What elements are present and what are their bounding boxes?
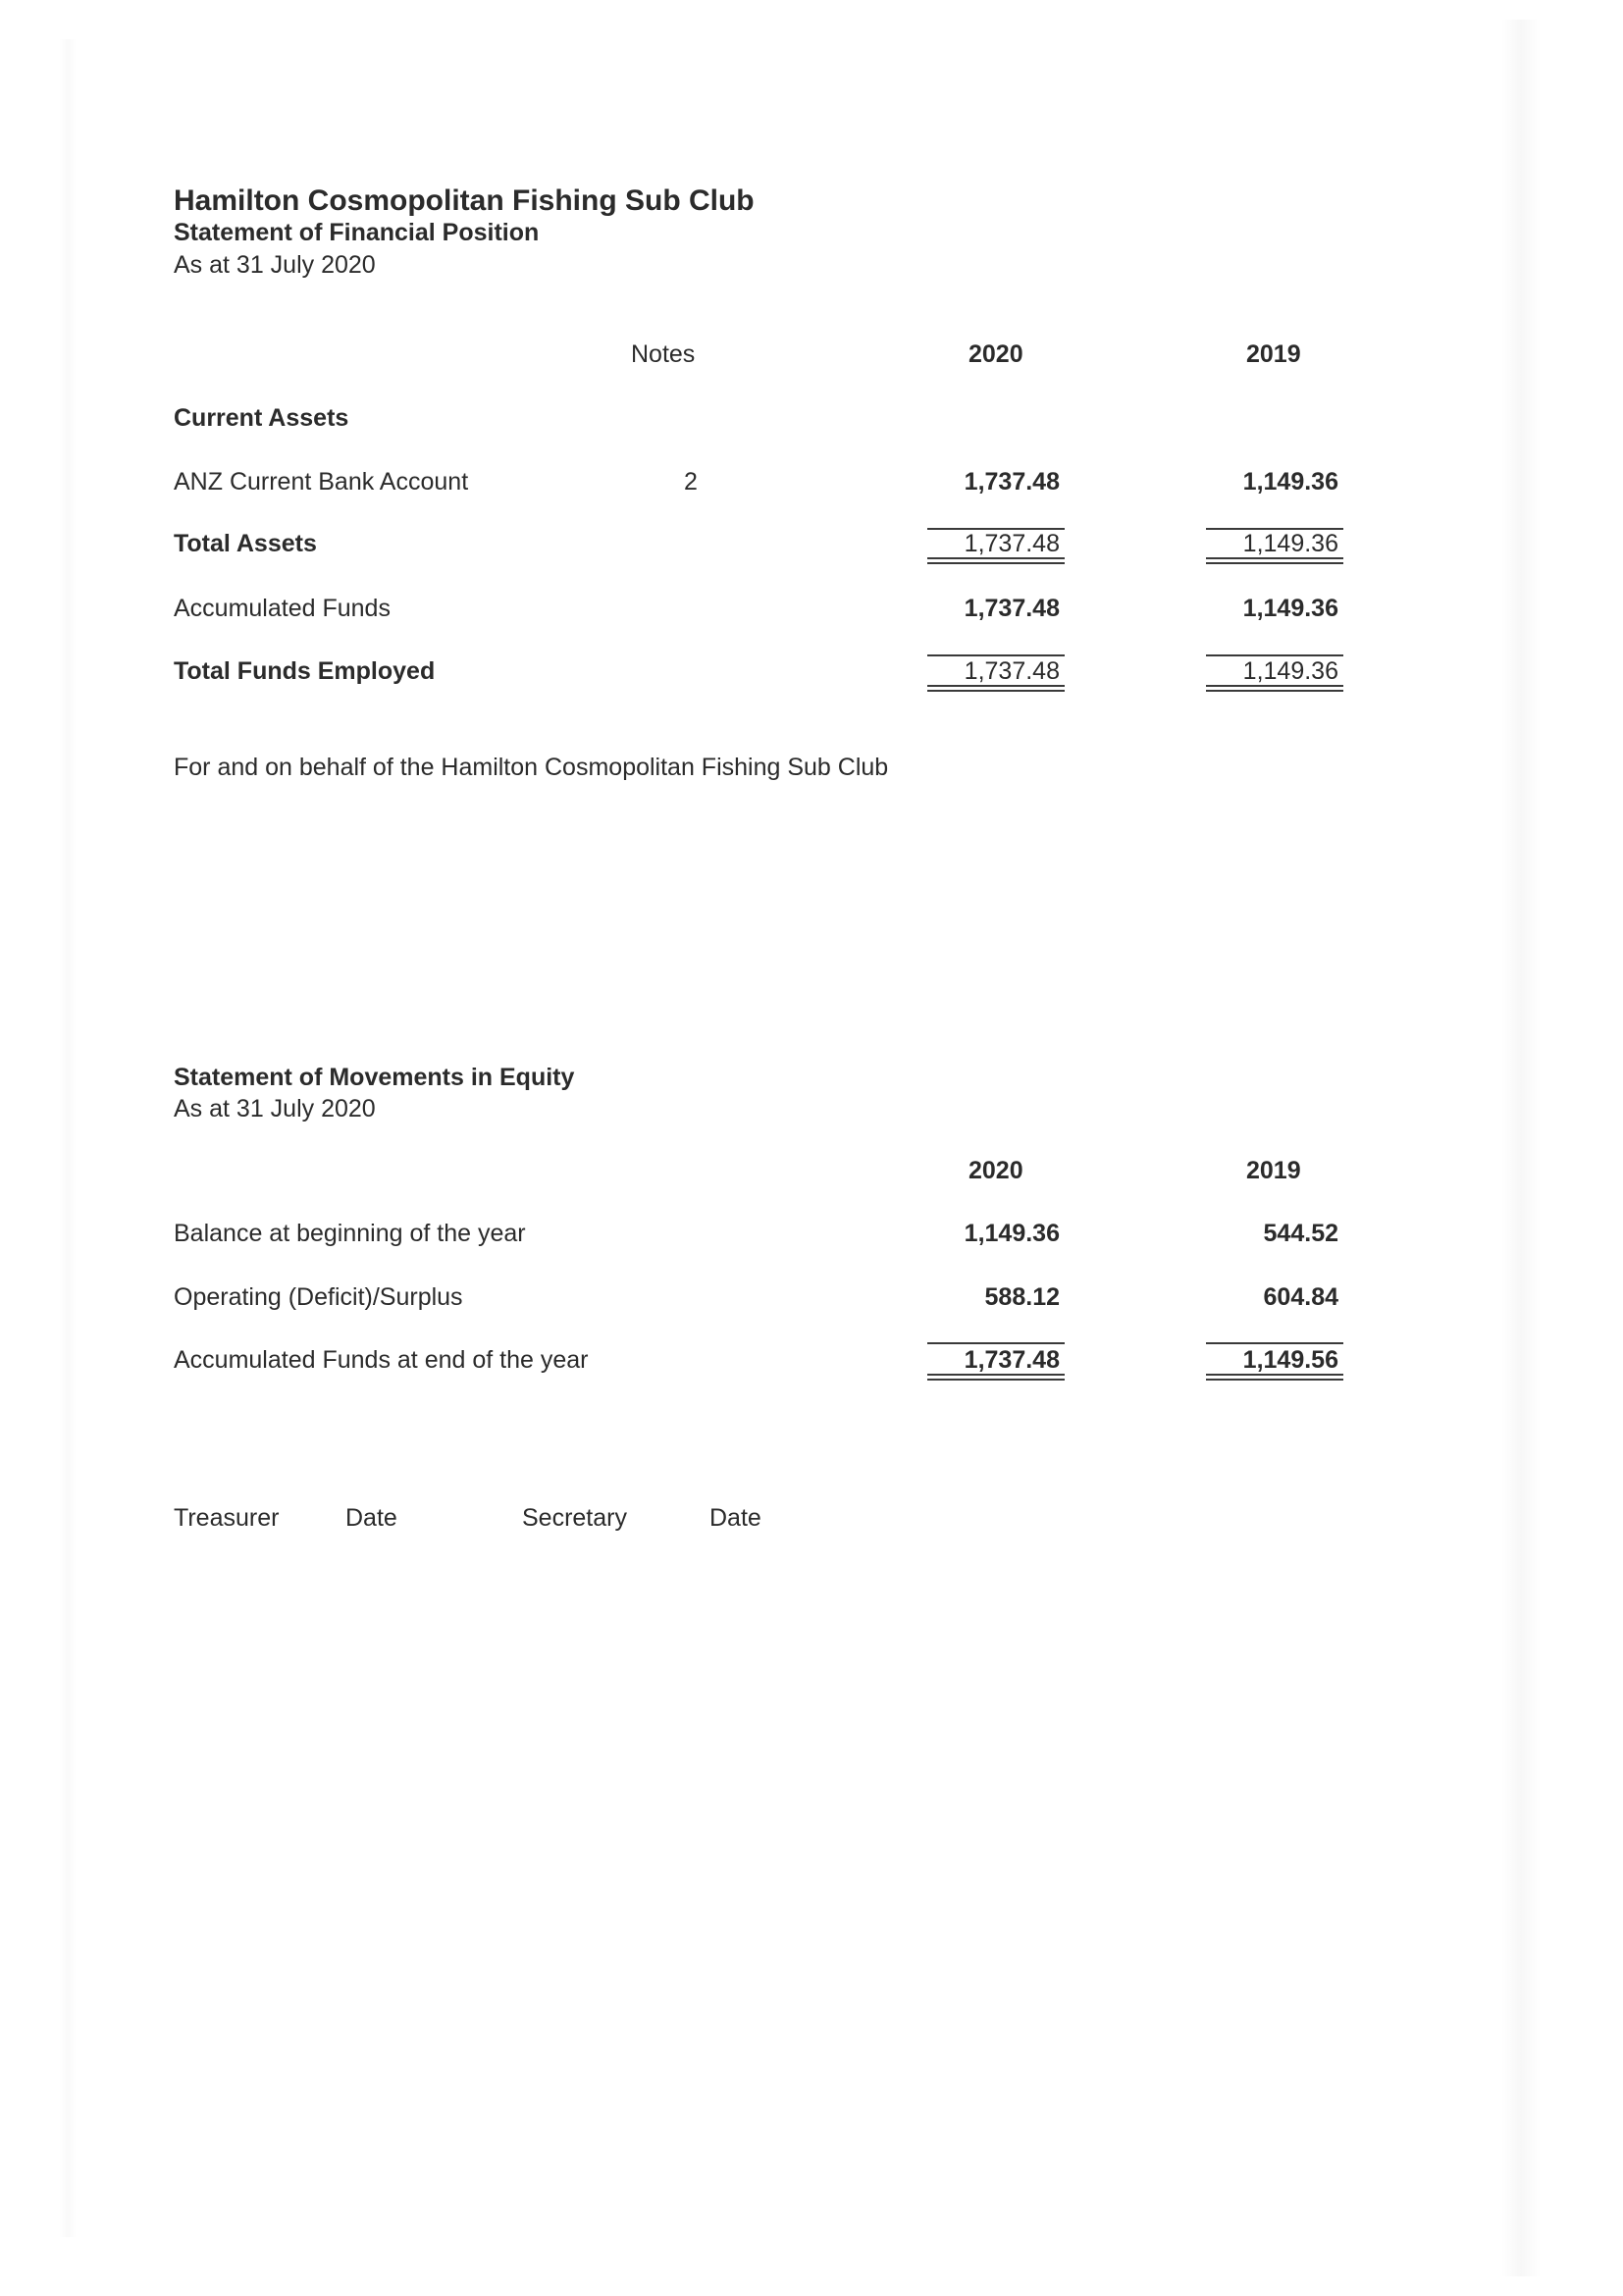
equity-row-value-2020-opening-balance: 1,149.36 (964, 1220, 1060, 1247)
equity-as-at-date: As at 31 July 2020 (174, 1095, 376, 1122)
equity-row-value-2020-closing-balance: 1,737.48 (964, 1346, 1060, 1374)
scan-edge-right (1501, 20, 1541, 2276)
signature-secretary-label: Secretary (522, 1504, 627, 1532)
as-at-date: As at 31 July 2020 (174, 251, 376, 279)
signature-date-label-2: Date (709, 1504, 761, 1532)
on-behalf-statement: For and on behalf of the Hamilton Cosmopolitan Fishing Sub Club (174, 754, 889, 781)
equity-row-label-opening-balance: Balance at beginning of the year (174, 1220, 526, 1247)
total-assets-double-rule-2020 (927, 557, 1065, 564)
row-label-accumulated-funds: Accumulated Funds (174, 595, 391, 622)
equity-row-value-2020-operating-result: 588.12 (984, 1283, 1060, 1311)
column-header-2019: 2019 (1246, 340, 1301, 368)
equity-closing-top-rule-2020 (927, 1342, 1065, 1344)
signature-treasurer-label: Treasurer (174, 1504, 280, 1532)
equity-closing-top-rule-2019 (1206, 1342, 1343, 1344)
equity-row-label-closing-balance: Accumulated Funds at end of the year (174, 1346, 589, 1374)
signature-date-label-1: Date (345, 1504, 397, 1532)
current-assets-heading: Current Assets (174, 404, 349, 432)
row-label-total-assets: Total Assets (174, 530, 317, 557)
column-header-notes: Notes (631, 340, 696, 368)
total-funds-double-rule-2020 (927, 685, 1065, 692)
org-name: Hamilton Cosmopolitan Fishing Sub Club (174, 184, 755, 217)
equity-closing-double-rule-2020 (927, 1374, 1065, 1381)
row-value-2019-total-funds-employed: 1,149.36 (1242, 657, 1338, 685)
row-label-anz-account: ANZ Current Bank Account (174, 468, 469, 496)
total-funds-top-rule-2020 (927, 654, 1065, 656)
equity-row-value-2019-opening-balance: 544.52 (1263, 1220, 1338, 1247)
row-value-2020-total-funds-employed: 1,737.48 (964, 657, 1060, 685)
row-value-2019-total-assets: 1,149.36 (1242, 530, 1338, 557)
equity-column-header-2019: 2019 (1246, 1157, 1301, 1184)
row-value-2019-anz-account: 1,149.36 (1242, 468, 1338, 496)
column-header-2020: 2020 (969, 340, 1023, 368)
row-note-anz-account: 2 (684, 468, 698, 496)
scan-edge-left (59, 39, 77, 2237)
total-funds-double-rule-2019 (1206, 685, 1343, 692)
row-value-2020-anz-account: 1,737.48 (964, 468, 1060, 496)
equity-row-label-operating-result: Operating (Deficit)/Surplus (174, 1283, 463, 1311)
total-funds-top-rule-2019 (1206, 654, 1343, 656)
statement-title: Statement of Financial Position (174, 219, 540, 246)
row-value-2020-accumulated-funds: 1,737.48 (964, 595, 1060, 622)
row-value-2019-accumulated-funds: 1,149.36 (1242, 595, 1338, 622)
total-assets-double-rule-2019 (1206, 557, 1343, 564)
row-value-2020-total-assets: 1,737.48 (964, 530, 1060, 557)
equity-statement-title: Statement of Movements in Equity (174, 1064, 575, 1091)
row-label-total-funds-employed: Total Funds Employed (174, 657, 436, 685)
equity-row-value-2019-closing-balance: 1,149.56 (1242, 1346, 1338, 1374)
equity-closing-double-rule-2019 (1206, 1374, 1343, 1381)
equity-column-header-2020: 2020 (969, 1157, 1023, 1184)
equity-row-value-2019-operating-result: 604.84 (1263, 1283, 1338, 1311)
